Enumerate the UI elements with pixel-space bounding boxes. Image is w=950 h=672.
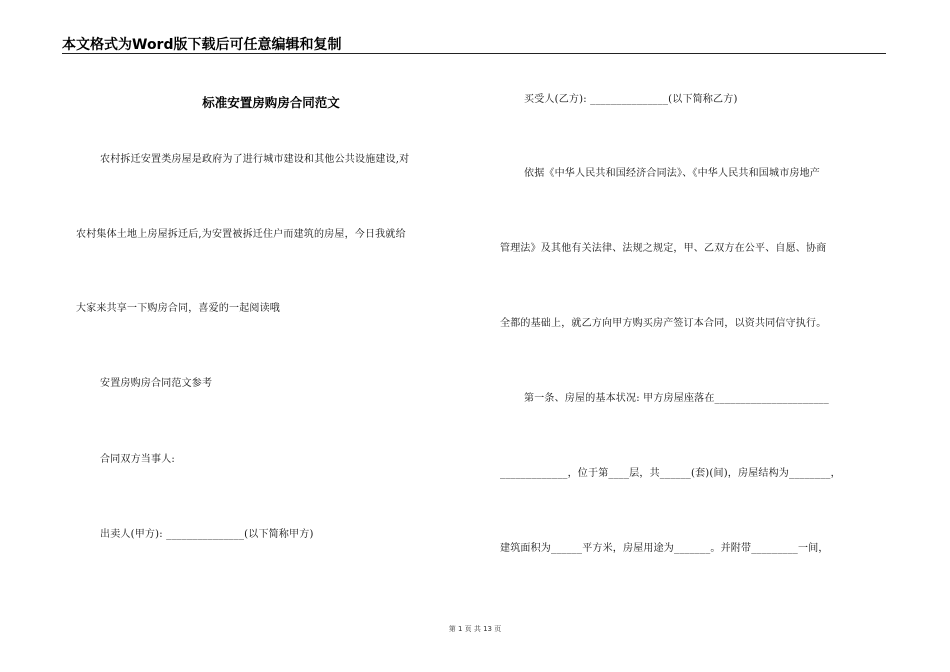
paragraph-line: 农村拆迁安置类房屋是政府为了进行城市建设和其他公共设施建设,对 [100, 154, 410, 165]
paragraph-line: 依据《中华人民共和国经济合同法》、《中华人民共和国城市房地产 [524, 168, 820, 179]
buyer-line: 买受人(乙方): _______________(以下简称乙方) [524, 94, 738, 105]
paragraph-line: 合同双方当事人: [100, 454, 175, 465]
clause-line: 第一条、房屋的基本状况: 甲方房屋座落在______________________ [524, 393, 829, 404]
paragraph-line: 全都的基础上，就乙方向甲方购买房产签订本合同，以资共同信守执行。 [500, 318, 827, 329]
paragraph-line: 大家来共享一下购房合同，喜爱的一起阅读哦 [76, 303, 280, 314]
right-column [500, 0, 890, 672]
document-title: 标准安置房购房合同范文 [202, 95, 340, 110]
page-number: 第 1 页 共 13 页 [448, 625, 502, 633]
download-banner: 本文格式为Word版下载后可任意编辑和复制 [62, 37, 342, 53]
clause-line: 建筑面积为______平方米，房屋用途为_______。并附带_________一间， [500, 543, 829, 554]
clause-line: _____________，位于第____层，共______(套)(间)，房屋结构为________， [500, 468, 841, 479]
paragraph-line: 管理法》及其他有关法律、法规之规定，甲、乙双方在公平、自愿、协商 [500, 243, 827, 254]
section-heading: 安置房购房合同范文参考 [100, 378, 213, 389]
left-column [76, 0, 466, 672]
seller-line: 出卖人(甲方): _______________(以下简称甲方) [100, 529, 314, 540]
paragraph-line: 农村集体土地上房屋拆迁后,为安置被拆迁住户而建筑的房屋，今日我就给 [76, 229, 406, 240]
